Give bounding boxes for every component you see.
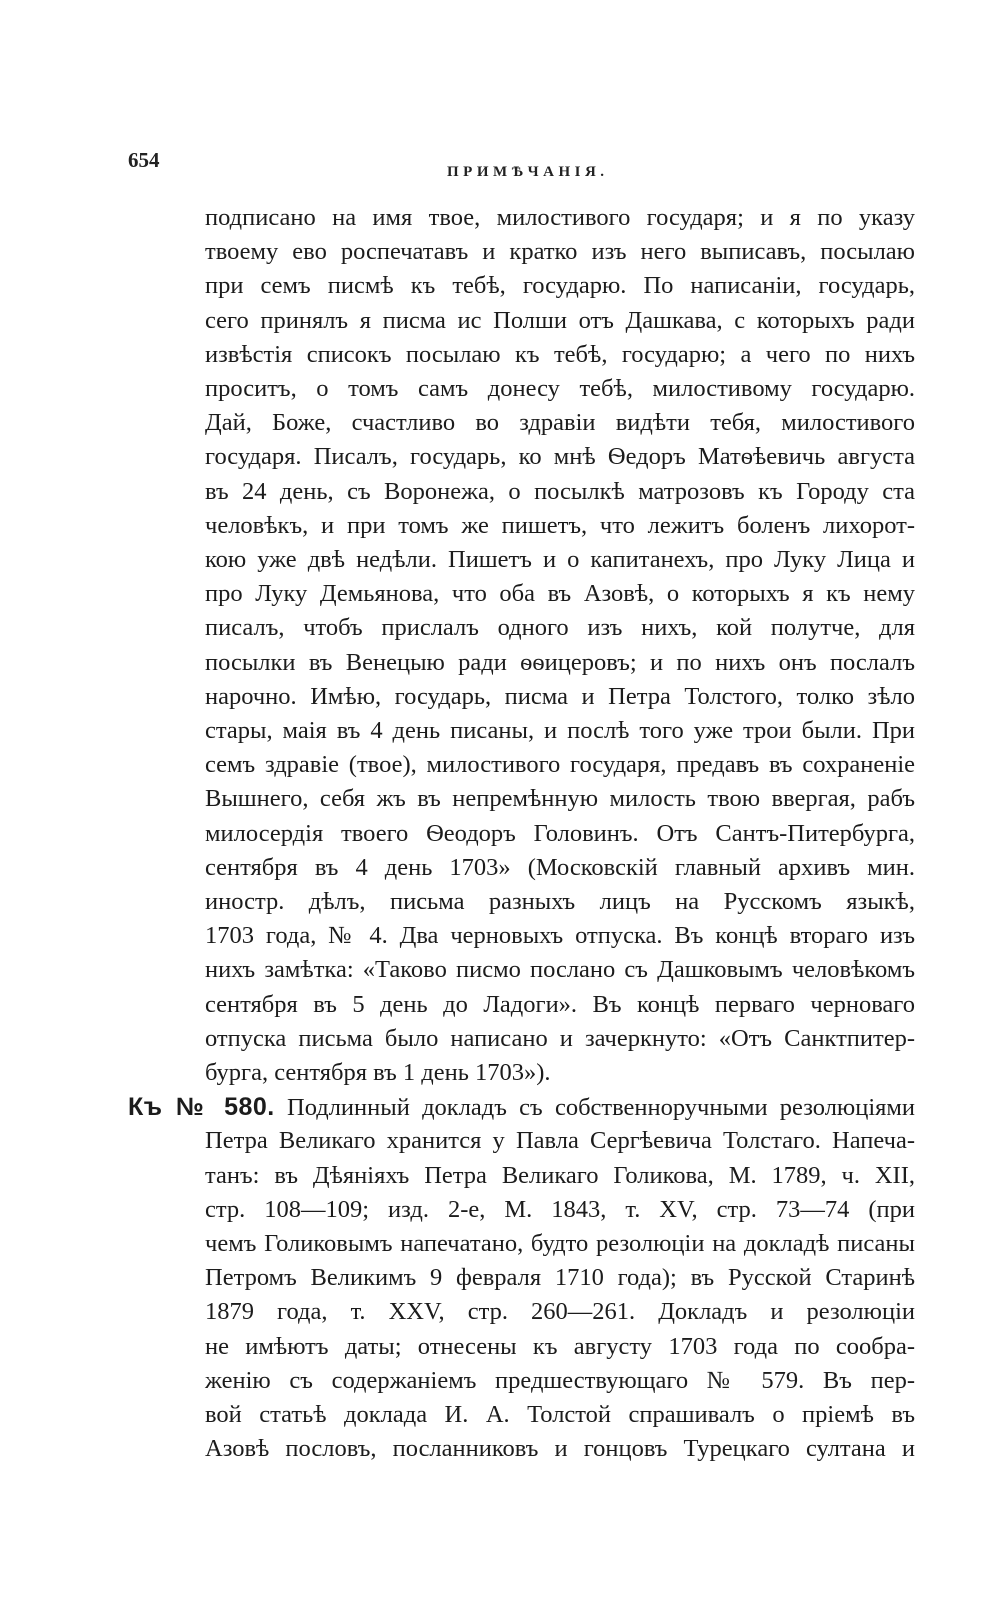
text-line: про Луку Демьянова, что оба въ Азовѣ, о которыхъ я къ нему [205,580,915,608]
text-line: нихъ замѣтка: «Таково писмо послано съ Дашковымъ человѣкомъ [205,956,915,984]
text-line: чемъ Голиковымъ напечатано, будто резолюціи на докладѣ писаны [205,1230,915,1257]
text-line: иностр. дѣлъ, письма разныхъ лицъ на Русскомъ языкѣ, [205,888,915,915]
text-line: бурга, сентября въ 1 день 1703»). [205,1059,551,1086]
text-line: Петромъ Великимъ 9 февраля 1710 года); въ Русской Старинѣ [205,1264,915,1292]
text-line: подписано на имя твое, милостивого государя; и я по указу [205,204,915,231]
text-line: Петра Великаго хранится у Павла Сергѣевича Толстаго. Напеча- [205,1127,915,1155]
text-line: въ 24 день, съ Воронежа, о посылкѣ матрозовъ къ Городу ста [205,477,915,505]
paragraph-2-first-line-text: Подлинный докладъ съ собственноручными резолюціями [287,1094,916,1122]
text-line: вой статьѣ доклада И. А. Толстой спрашивалъ о пріемѣ въ [205,1401,915,1428]
text-line: государя. Писалъ, государь, ко мнѣ Ѳедоръ Матѳѣевичь августа [205,443,915,471]
text-line: танъ: въ Дѣяніяхъ Петра Великаго Голикова, М. 1789, ч. XII, [205,1161,915,1189]
text-line: семъ здравіе (твое), милостивого государя, предавъ въ сохраненіе [205,751,915,779]
text-line: милосердія твоего Ѳеодоръ Головинъ. Отъ Сантъ-Питербурга, [205,819,915,847]
text-line: сего принялъ я писма ис Полши отъ Дашкава, с которыхъ ради [205,306,915,334]
running-head: ПРИМѢЧАНІЯ. [447,164,609,180]
text-line: женію съ содержаніемъ предшествующаго № 579. Въ пер- [205,1366,915,1394]
text-line: стары, маія въ 4 день писаны, и послѣ того уже трои были. При [205,717,915,744]
text-line: 1879 года, т. XXV, стр. 260—261. Докладъ и резолюціи [205,1298,915,1326]
text-line: Вышнего, себя жъ въ непремѣнную милость твою ввергая, рабъ [205,785,915,813]
text-line: Азовѣ пословъ, посланниковъ и гонцовъ Турецкаго султана и [205,1435,915,1463]
text-line: 1703 года, № 4. Два черновыхъ отпуска. Въ концѣ втораго изъ [205,922,915,950]
text-line: писалъ, чтобъ прислалъ одного изъ нихъ, кой полутче, для [205,614,915,642]
paragraph-2-first-line [128,1090,915,1124]
text-line: сентября въ 5 день до Ладоги». Въ концѣ перваго черноваго [205,990,915,1018]
text-line: извѣстія списокъ посылаю къ тебѣ, государю; а чего по нихъ [205,340,915,368]
text-line: Дай, Боже, счастливо во здравіи видѣти тебя, милостивого [205,409,915,437]
text-line: посылки въ Венецыю ради ѳѳицеровъ; и по нихъ онъ послалъ [205,648,915,676]
text-line: твоему ево роспечатавъ и кратко изъ него выписавъ, посылаю [205,238,915,266]
text-line: проситъ, о томъ самъ донесу тебѣ, милостивому государю. [205,375,915,402]
text-line: стр. 108—109; изд. 2-е, М. 1843, т. XV, стр. 73—74 (при [205,1195,915,1223]
entry-reference-label: Къ № 580. [128,1093,275,1122]
text-line: сентября въ 4 день 1703» (Московскій главный архивъ мин. [205,853,915,881]
text-line: человѣкъ, и при томъ же пишетъ, что лежитъ боленъ лихорот- [205,511,915,539]
text-line: отпуска письма было написано и зачеркнуто: «Отъ Санктпитер- [205,1024,915,1052]
text-line: нарочно. Имѣю, государь, писма и Петра Толстого, толко зѣло [205,682,915,710]
text-line: при семъ писмѣ къ тебѣ, государю. По написаніи, государь, [205,272,915,300]
text-line: кою уже двѣ недѣли. Пишетъ и о капитанехъ, про Луку Лица и [205,546,915,573]
text-line: не имѣютъ даты; отнесены къ августу 1703 года по сообра- [205,1332,915,1360]
page-number: 654 [128,148,160,172]
